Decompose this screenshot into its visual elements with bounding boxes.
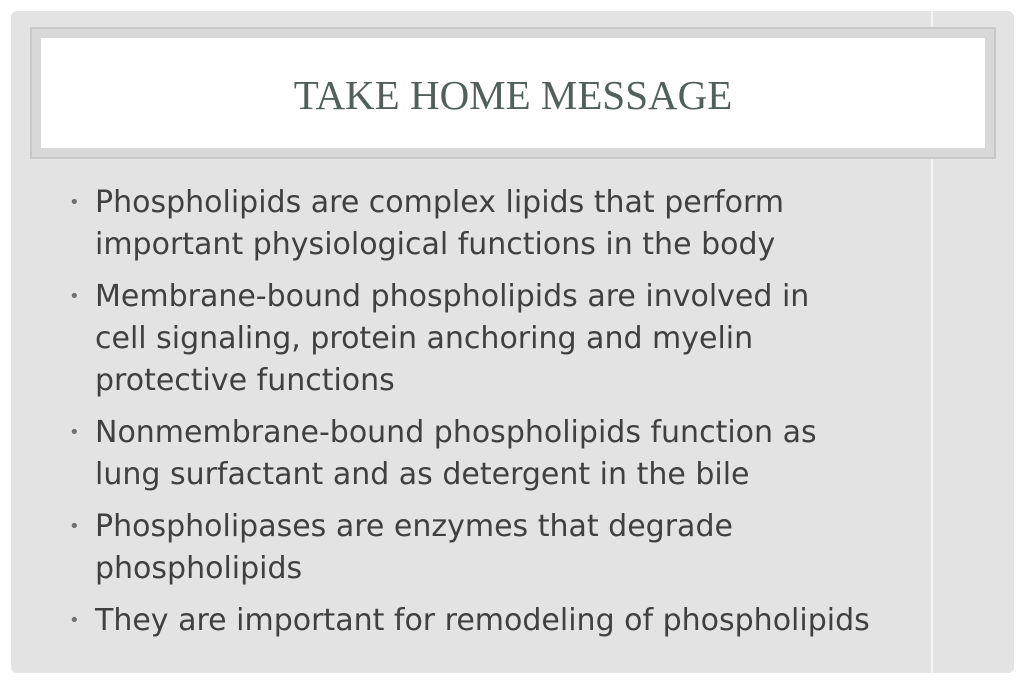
bullet-line: Membrane-bound phospholipids are involved in (95, 279, 810, 314)
bullet-line: They are important for remodeling of phospholipids (95, 603, 870, 638)
bullet-icon: • (69, 610, 80, 631)
bullet-line: Nonmembrane-bound phospholipids function as (95, 415, 817, 450)
bullet-line: protective functions (95, 363, 395, 398)
title-box (41, 38, 985, 148)
bullet-line: Phospholipids are complex lipids that perform (95, 185, 784, 220)
bullet-icon: • (69, 516, 80, 537)
bullet-icon: • (69, 286, 80, 307)
bullet-item (69, 412, 979, 496)
bullet-line: Phospholipases are enzymes that degrade (95, 509, 733, 544)
slide-title: TAKE HOME MESSAGE (293, 72, 733, 118)
bullet-item (69, 182, 979, 266)
bullet-item (69, 276, 979, 402)
bullet-item (69, 506, 979, 590)
slide (11, 11, 1014, 673)
bullet-line: lung surfactant and as detergent in the bile (95, 457, 750, 492)
bullet-line: cell signaling, protein anchoring and myelin (95, 321, 754, 356)
bullet-line: phospholipids (95, 551, 303, 586)
bullet-line: important physiological functions in the body (95, 227, 776, 262)
bullet-list (69, 182, 979, 652)
bullet-icon: • (69, 422, 80, 443)
title-frame (30, 27, 996, 159)
bullet-icon: • (69, 192, 80, 213)
bullet-item (69, 600, 979, 642)
